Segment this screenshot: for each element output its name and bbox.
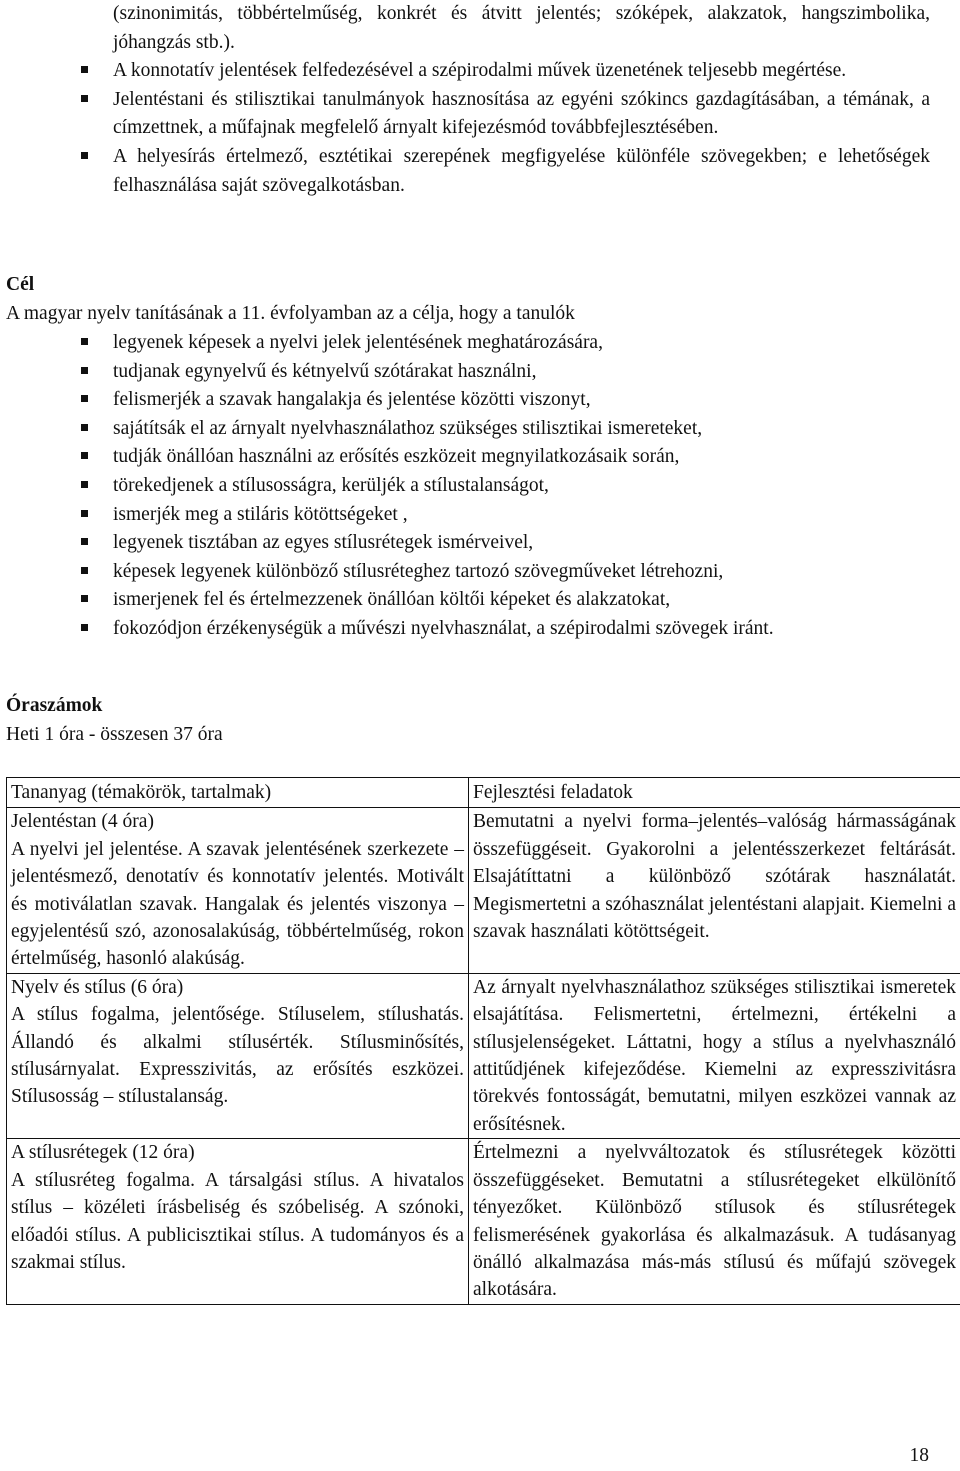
list-item: legyenek tisztában az egyes stílusrétegek ismérveivel, (6, 529, 930, 558)
list-item: képesek legyenek különböző stílusréteghez tartozó szövegműveket létrehozni, (6, 558, 930, 587)
tasks-cell: Bemutatni a nyelvi forma–jelentés–valóság hármasságának összefüggéseit. Gyakorolni a jelentésszerkezet feltárását. Elsajátíttatni a különböző szótárak használatát. Megismertetni a szóhasználat jelentéstani alapjait. Kiemelni a szavak használati kötöttségeit. (469, 808, 960, 973)
goal-heading: Cél (6, 271, 34, 300)
list-item: törekedjenek a stílusosságra, kerüljék a stílustalanságot, (6, 472, 930, 501)
list-item: ismerjenek fel és értelmezzenek önállóan költői képeket és alakzatokat, (6, 586, 930, 615)
bullet-square-icon (81, 595, 88, 602)
bullet-square-icon (81, 538, 88, 545)
topic-body: A stílus fogalma, jelentősége. Stíluselem, stílushatás. Állandó és alkalmi stílusérték. Stílusminősítés, stílusárnyalat. Expresszivitás, az erősítés eszközei. Stílusosság – stílustalanság. (11, 1001, 464, 1111)
list-item: A konnotatív jelentések felfedezésével a szépirodalmi művek üzenetének teljesebb megértése. (6, 57, 930, 86)
topic-body: A nyelvi jel jelentése. A szavak jelentésének szerkezete – jelentésmező, denotatív és konnotatív jelentés. Motivált és motiválatlan szavak. Hangalak és jelentés viszonya – egyjelentésű szó, azonosalakúság, többértelműség, rokon értelműség, hasonló alakúság. (11, 836, 464, 973)
list-item: A helyesírás értelmező, esztétikai szerepének megfigyelése különféle szövegekben; e lehetőségek felhasználása saját szövegalkotásban. (6, 143, 930, 200)
bullet-square-icon (81, 424, 88, 431)
list-item: tudják önállóan használni az erősítés eszközeit megnyilatkozásaik során, (6, 443, 930, 472)
bullet-square-icon (81, 510, 88, 517)
column-header-topics: Tananyag (témakörök, tartalmak) (7, 778, 469, 808)
topic-cell (7, 973, 469, 1138)
topic-title: A stílusrétegek (12 óra) (11, 1139, 464, 1166)
table-row (7, 1139, 960, 1304)
column-header-tasks: Fejlesztési feladatok (469, 778, 960, 808)
hours-text: Heti 1 óra - összesen 37 óra (6, 721, 223, 750)
bullet-square-icon (81, 481, 88, 488)
table-header-row (7, 778, 960, 808)
topic-cell (7, 808, 469, 973)
topic-title: Nyelv és stílus (6 óra) (11, 974, 464, 1001)
bullet-square-icon (81, 367, 88, 374)
table-row (7, 973, 960, 1138)
bullet-square-icon (81, 95, 88, 102)
topic-title: Jelentéstan (4 óra) (11, 808, 464, 835)
list-item: tudjanak egynyelvű és kétnyelvű szótárakat használni, (6, 358, 930, 387)
list-item: Jelentéstani és stilisztikai tanulmányok hasznosítása az egyéni szókincs gazdagításában, a témának, a címzettnek, a műfajnak megfelelő árnyalt kifejezésmód továbbfejlesztésében. (6, 86, 930, 143)
list-item: fokozódjon érzékenységük a művészi nyelvhasználat, a szépirodalmi szövegek iránt. (6, 615, 930, 644)
bullet-square-icon (81, 624, 88, 631)
bullet-square-icon (81, 338, 88, 345)
page-number: 18 (910, 1442, 930, 1471)
tasks-cell: Értelmezni a nyelvváltozatok és stílusrétegek közötti összefüggéseket. Bemutatni a stílusrétegeket elkülönítő tényezőket. Különböző stílusok és stílusrétegek felismerésének gyakorlása és alkalmazásuk. A tudásanyag önálló alkalmazása más-más stílusú és műfajú szövegek alkotására. (469, 1139, 960, 1304)
topic-cell (7, 1139, 469, 1304)
bullet-square-icon (81, 152, 88, 159)
top-bullet-list (6, 0, 930, 200)
list-continuation: (szinonimitás, többértelműség, konkrét és átvitt jelentés; szóképek, alakzatok, hangszimbolika, jóhangzás stb.). (6, 0, 930, 57)
tasks-cell: Az árnyalt nyelvhasználathoz szükséges stilisztikai ismeretek elsajátítása. Felismertetni, értelmezni, értékelni a stílusjelenségeket. Láttatni, hogy a stílus a nyelvhasználó attitűdjének kifejeződése. Kiemelni az expresszivitásra törekvés fontosságát, bemutatni, milyen eszközei vannak az erősítésnek. (469, 973, 960, 1138)
bullet-square-icon (81, 567, 88, 574)
goal-bullet-list (6, 329, 930, 644)
hours-heading: Óraszámok (6, 692, 102, 721)
bullet-square-icon (81, 452, 88, 459)
goal-intro: A magyar nyelv tanításának a 11. évfolyamban az a célja, hogy a tanulók (6, 300, 575, 329)
list-item: ismerjék meg a stiláris kötöttségeket , (6, 501, 930, 530)
bullet-square-icon (81, 395, 88, 402)
list-item: sajátítsák el az árnyalt nyelvhasználathoz szükséges stilisztikai ismereteket, (6, 415, 930, 444)
table-row (7, 808, 960, 973)
topic-body: A stílusréteg fogalma. A társalgási stílus. A hivatalos stílus – közéleti írásbeliség és szóbeliség. A szónoki, előadói stílus. A publicisztikai stílus. A tudományos és a szakmai stílus. (11, 1167, 464, 1277)
curriculum-table (6, 777, 960, 1305)
list-item: felismerjék a szavak hangalakja és jelentése közötti viszonyt, (6, 386, 930, 415)
bullet-square-icon (81, 66, 88, 73)
list-item: legyenek képesek a nyelvi jelek jelentésének meghatározására, (6, 329, 930, 358)
